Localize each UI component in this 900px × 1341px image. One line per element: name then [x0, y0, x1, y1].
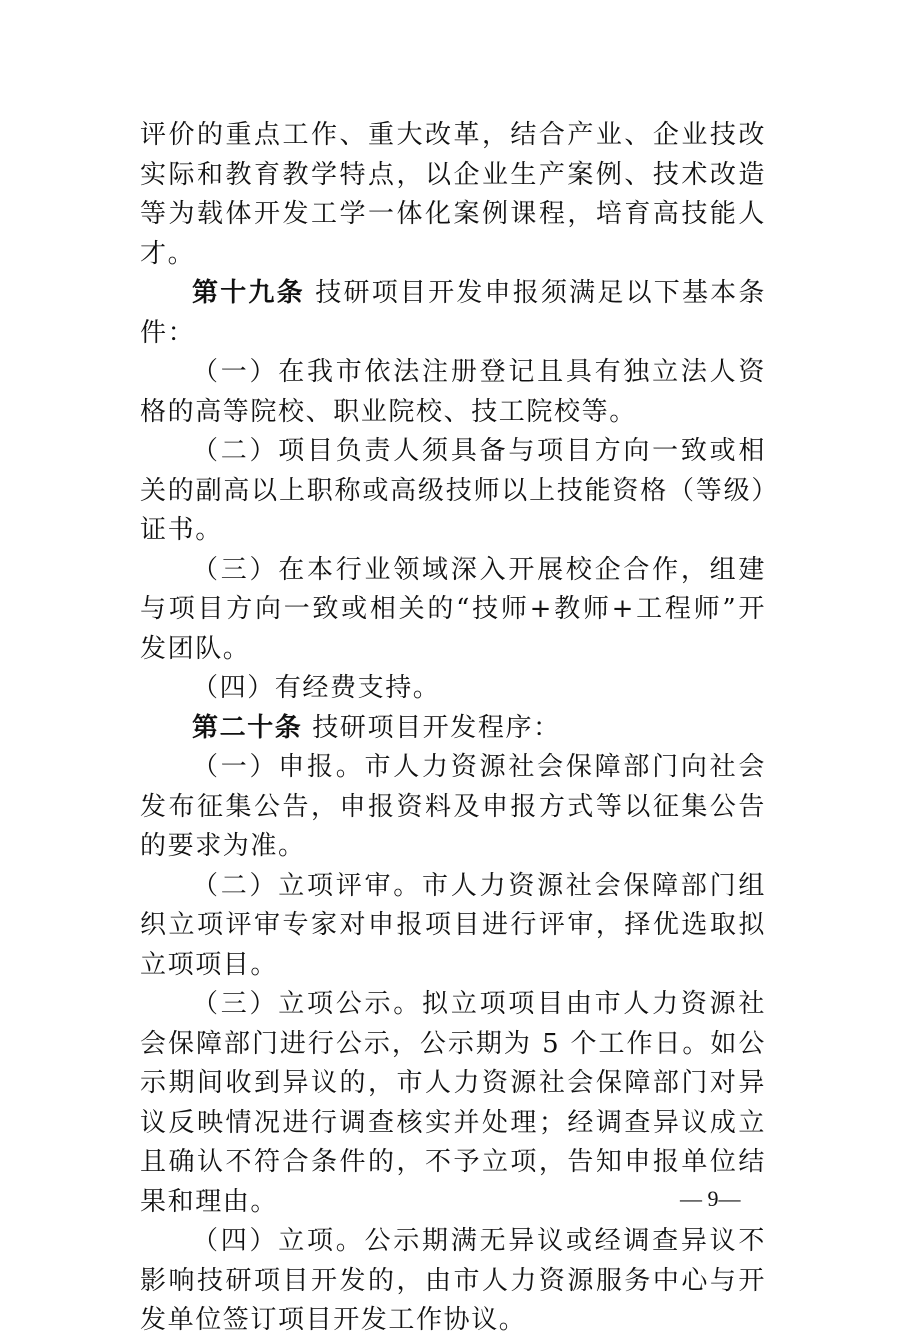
paragraph-1: 评价的重点工作、重大改革，结合产业、企业技改实际和教育教学特点，以企业生产案例、技术改造等为载体开发工学一体化案例课程，培育高技能人才。	[140, 120, 766, 269]
paragraph-article-20: 第二十条 技研项目开发程序：	[192, 712, 561, 743]
paragraph-item-1: （一）在我市依法注册登记且具有独立法人资格的高等院校、职业院校、技工院校等。	[140, 357, 766, 427]
paragraph-item-2: （二）项目负责人须具备与项目方向一致或相关的副高以上职称或高级技师以上技能资格（等级）证书。	[140, 436, 766, 545]
paragraph-step-3: （三）立项公示。拟立项项目由市人力资源社会保障部门进行公示，公示期为 5 个工作日。如公示期间收到异议的，市人力资源社会保障部门对异议反映情况进行调查核实并处理；经调查异议成立且确认不符合条件的，不予立项，告知申报单位结果和理由。	[140, 989, 766, 1217]
page-number: — 9—	[680, 1186, 741, 1211]
paragraph-item-4: （四）有经费支持。	[192, 673, 441, 703]
article-heading: 第十九条	[192, 278, 305, 308]
paragraph-step-1: （一）申报。市人力资源社会保障部门向社会发布征集公告，申报资料及申报方式等以征集公告的要求为准。	[140, 752, 766, 861]
paragraph-item-3: （三）在本行业领域深入开展校企合作，组建与项目方向一致或相关的“技师+教师+工程师”开发团队。	[140, 554, 766, 664]
paragraph-article-19: 第十九条 技研项目开发申报须满足以下基本条件：	[140, 278, 766, 348]
body-text	[140, 116, 766, 1341]
article-heading: 第二十条	[192, 712, 303, 743]
paragraph-step-2: （二）立项评审。市人力资源社会保障部门组织立项评审专家对申报项目进行评审，择优选取拟立项项目。	[140, 870, 766, 980]
paragraph-step-4: （四）立项。公示期满无异议或经调查异议不影响技研项目开发的，由市人力资源服务中心与开发单位签订项目开发工作协议。	[140, 1226, 766, 1335]
